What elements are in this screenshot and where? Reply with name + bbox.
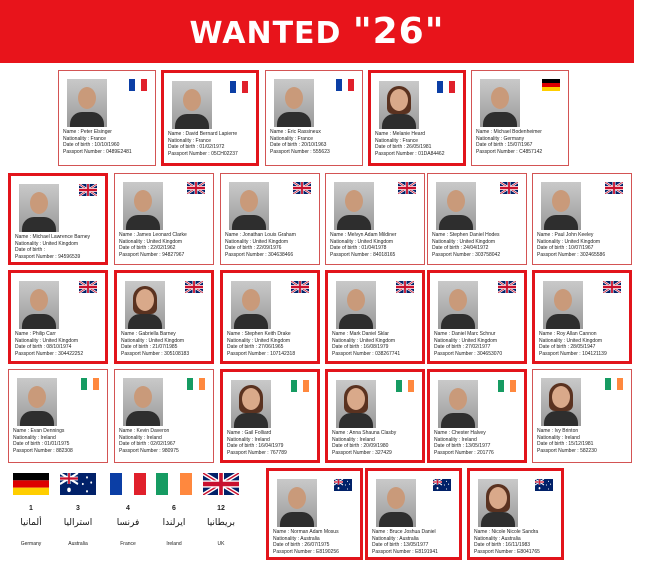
person-photo — [438, 281, 478, 329]
person-dob: Date of birth : 01/02/1972 — [168, 144, 225, 151]
person-name: Name : Bruce Joshua Daniel — [372, 529, 436, 535]
person-name: Name : Ivy Brinton — [537, 428, 579, 434]
person-photo — [231, 281, 271, 329]
person-photo — [123, 378, 163, 426]
person-photo — [123, 182, 163, 230]
person-dob: Date of birth : 01/01/1975 — [13, 441, 70, 448]
person-details — [539, 331, 626, 358]
person-details — [372, 529, 456, 556]
person-photo — [480, 79, 520, 127]
person-nationality: Nationality : France — [168, 137, 212, 144]
person-card[interactable] — [114, 369, 214, 463]
person-passport: Passport Number : 980975 — [119, 448, 179, 455]
person-passport: Passport Number : 0489E2481 — [63, 149, 132, 156]
person-name: Name : Jonathan Louis Graham — [225, 232, 296, 238]
person-card[interactable] — [325, 173, 425, 265]
person-card[interactable] — [8, 270, 108, 364]
person-name: Name : Kevin Daveron — [119, 428, 170, 434]
person-dob: Date of birth : 15/07/1967 — [476, 142, 533, 149]
person-photo — [543, 281, 583, 329]
person-details — [476, 129, 565, 156]
legend-english-name: Ireland — [166, 541, 182, 547]
person-photo — [436, 182, 476, 230]
person-passport: Passport Number : 302465586 — [537, 252, 606, 259]
person-card[interactable] — [532, 270, 632, 364]
person-nationality: Nationality : Ireland — [13, 434, 56, 441]
person-photo — [478, 479, 518, 527]
person-details — [537, 232, 628, 259]
au-flag-icon — [433, 479, 451, 491]
uk-flag-icon — [79, 281, 97, 293]
person-details — [119, 428, 210, 455]
person-passport: Passport Number : 304653070 — [434, 351, 503, 358]
legend-count: 1 — [29, 505, 33, 512]
person-dob: Date of birth : 26/07/1975 — [273, 542, 330, 549]
person-name: Name : Gabriella Barney — [121, 331, 176, 337]
person-nationality: Nationality : France — [63, 135, 107, 142]
person-nationality: Nationality : Ireland — [434, 436, 477, 443]
legend-english-name: UK — [217, 541, 225, 547]
person-nationality: Nationality : United Kingdom — [330, 238, 394, 245]
legend-count: 12 — [217, 505, 225, 512]
person-passport: Passport Number : 303758042 — [432, 252, 501, 259]
person-nationality: Nationality : United Kingdom — [537, 238, 601, 245]
person-nationality: Nationality : Ireland — [332, 436, 375, 443]
person-dob: Date of birth : 01/04/1978 — [330, 245, 387, 252]
de-flag-icon — [13, 473, 49, 495]
uk-flag-icon — [603, 281, 621, 293]
person-details — [119, 232, 210, 259]
ie-flag-icon — [605, 378, 623, 390]
person-card[interactable] — [427, 270, 527, 364]
person-details — [227, 430, 314, 457]
legend-count: 6 — [172, 505, 176, 512]
person-card[interactable] — [220, 369, 320, 463]
legend-count: 4 — [126, 505, 130, 512]
person-nationality: Nationality : Ireland — [119, 434, 162, 441]
person-details — [63, 129, 152, 156]
legend-english-name: France — [120, 541, 136, 547]
person-details — [434, 430, 521, 457]
title-number: "26" — [352, 11, 445, 52]
person-nationality: Nationality : United Kingdom — [432, 238, 496, 245]
person-photo — [336, 380, 376, 428]
au-flag-icon — [334, 479, 352, 491]
person-passport: Passport Number : 305108183 — [121, 351, 190, 358]
title-prefix: WANTED — [189, 16, 353, 51]
person-dob: Date of birth : 13/05/1977 — [372, 542, 429, 549]
person-name: Name : James Leonard Clarke — [119, 232, 187, 238]
person-dob: Date of birth : — [15, 247, 46, 254]
person-card[interactable] — [8, 173, 108, 265]
person-card[interactable] — [265, 70, 363, 166]
person-card[interactable] — [114, 270, 214, 364]
person-name: Name : Chester Halvey — [434, 430, 486, 436]
person-dob: Date of birth : 21/07/1985 — [121, 344, 178, 351]
person-name: Name : Paul John Keeley — [537, 232, 594, 238]
person-name: Name : Nicole Nicole Sandra — [474, 529, 539, 535]
person-nationality: Nationality : France — [375, 137, 419, 144]
uk-flag-icon — [605, 182, 623, 194]
person-photo — [125, 281, 165, 329]
person-card[interactable] — [220, 173, 320, 265]
legend-count: 3 — [76, 505, 80, 512]
person-nationality: Nationality : Ireland — [227, 436, 270, 443]
person-name: Name : Daniel Marc Schnur — [434, 331, 496, 337]
legend-arabic-name: فرنسا — [116, 518, 140, 528]
person-photo — [19, 184, 59, 232]
uk-flag-icon — [185, 281, 203, 293]
person-details — [332, 430, 419, 457]
person-photo — [229, 182, 269, 230]
person-nationality: Nationality : United Kingdom — [15, 337, 79, 344]
person-details — [432, 232, 523, 259]
person-dob: Date of birth : 16/08/1979 — [332, 344, 389, 351]
person-card[interactable] — [532, 369, 632, 463]
person-card[interactable] — [365, 468, 462, 560]
person-dob: Date of birth : 16/04/1979 — [227, 443, 284, 450]
person-passport: Passport Number : 201776 — [434, 450, 494, 457]
person-passport: Passport Number : 94827967 — [119, 252, 185, 259]
legend-english-name: Australia — [68, 541, 88, 547]
legend-arabic-name: ايرلندا — [162, 518, 186, 528]
person-nationality: Nationality : United Kingdom — [332, 337, 396, 344]
uk-flag-icon — [291, 281, 309, 293]
person-dob: Date of birth : 24/04/1972 — [432, 245, 489, 252]
person-card[interactable] — [325, 270, 425, 364]
person-passport: Passport Number : E8190256 — [273, 549, 339, 556]
person-photo — [277, 479, 317, 527]
person-card[interactable] — [368, 70, 466, 166]
person-name: Name : Evan Dennings — [13, 428, 65, 434]
person-dob: Date of birth : 27/02/1977 — [434, 344, 491, 351]
person-details — [375, 131, 460, 158]
person-name: Name : Norman Adam Mosus — [273, 529, 339, 535]
person-card[interactable] — [427, 173, 527, 265]
person-passport: Passport Number : E8041765 — [474, 549, 540, 556]
fr-flag-icon — [336, 79, 354, 91]
person-passport: Passport Number : 84018165 — [330, 252, 396, 259]
person-dob: Date of birth : 16/11/1983 — [474, 542, 531, 549]
person-passport: Passport Number : 304422252 — [15, 351, 84, 358]
person-name: Name : Roy Allan Cannon — [539, 331, 597, 337]
person-dob: Date of birth : 10/07/1967 — [537, 245, 594, 252]
person-passport: Passport Number : 107142318 — [227, 351, 296, 358]
person-card[interactable] — [325, 369, 425, 463]
person-details — [273, 529, 357, 556]
person-nationality: Nationality : United Kingdom — [119, 238, 183, 245]
uk-flag-icon — [498, 281, 516, 293]
legend-arabic-name: بريطانيا — [206, 518, 236, 528]
person-details — [15, 234, 102, 261]
person-nationality: Nationality : Ireland — [537, 434, 580, 441]
person-card[interactable] — [220, 270, 320, 364]
person-passport: Passport Number : 582230 — [537, 448, 597, 455]
ie-flag-icon — [396, 380, 414, 392]
person-name: Name : Michael Lawrence Barney — [15, 234, 91, 240]
person-details — [434, 331, 521, 358]
person-dob: Date of birth : 22/02/1962 — [119, 245, 176, 252]
person-photo — [231, 380, 271, 428]
person-details — [168, 131, 253, 158]
uk-flag-icon — [398, 182, 416, 194]
person-nationality: Nationality : United Kingdom — [15, 240, 79, 247]
person-photo — [67, 79, 107, 127]
person-name: Name : Gail Folliard — [227, 430, 272, 436]
person-nationality: Nationality : France — [270, 135, 314, 142]
person-card[interactable] — [161, 70, 259, 166]
person-card[interactable] — [266, 468, 363, 560]
person-nationality: Nationality : Germany — [476, 135, 525, 142]
uk-flag-icon — [79, 184, 97, 196]
person-dob: Date of birth : 28/05/1947 — [539, 344, 596, 351]
person-dob: Date of birth : 13/05/1977 — [434, 443, 491, 450]
person-details — [13, 428, 104, 455]
de-flag-icon — [542, 79, 560, 91]
person-passport: Passport Number : 94596539 — [15, 254, 81, 261]
person-passport: Passport Number : 038267741 — [332, 351, 401, 358]
person-name: Name : Stephen Daniel Hodes — [432, 232, 500, 238]
person-card[interactable] — [427, 369, 527, 463]
uk-flag-icon — [187, 182, 205, 194]
person-passport: Passport Number : C4857142 — [476, 149, 543, 156]
person-name: Name : Melanie Heard — [375, 131, 426, 137]
person-photo — [376, 479, 416, 527]
uk-flag-icon — [396, 281, 414, 293]
person-nationality: Nationality : United Kingdom — [121, 337, 185, 344]
person-photo — [541, 182, 581, 230]
fr-flag-icon — [110, 473, 146, 495]
person-dob: Date of birth : 15/12/1981 — [537, 441, 594, 448]
au-flag-icon — [60, 473, 96, 495]
person-photo — [19, 281, 59, 329]
person-dob: Date of birth : 26/05/1981 — [375, 144, 432, 151]
person-nationality: Nationality : United Kingdom — [539, 337, 603, 344]
ie-flag-icon — [187, 378, 205, 390]
person-dob: Date of birth : 10/10/1960 — [63, 142, 120, 149]
legend-arabic-name: ألمانيا — [20, 518, 42, 528]
person-details — [332, 331, 419, 358]
legend-arabic-name: استراليا — [63, 518, 93, 528]
person-name: Name : Anna Shauna Clasby — [332, 430, 397, 436]
person-nationality: Nationality : Australia — [273, 535, 320, 542]
person-dob: Date of birth : 20/09/1980 — [332, 443, 389, 450]
uk-flag-icon — [203, 473, 239, 495]
person-name: Name : Mark Daniel Sklar — [332, 331, 389, 337]
person-dob: Date of birth : 22/09/1976 — [225, 245, 282, 252]
person-card[interactable] — [58, 70, 156, 166]
person-card[interactable] — [8, 369, 108, 463]
ie-flag-icon — [291, 380, 309, 392]
person-nationality: Nationality : Australia — [474, 535, 521, 542]
person-details — [225, 232, 316, 259]
person-passport: Passport Number : 01DA84462 — [375, 151, 445, 158]
person-name: Name : Stephen Keith Drake — [227, 331, 291, 337]
person-photo — [274, 79, 314, 127]
uk-flag-icon — [293, 182, 311, 194]
person-photo — [334, 182, 374, 230]
person-photo — [172, 81, 212, 129]
person-photo — [336, 281, 376, 329]
person-name: Name : Philip Carr — [15, 331, 56, 337]
fr-flag-icon — [129, 79, 147, 91]
person-name: Name : David Bernard Lapierre — [168, 131, 238, 137]
person-details — [15, 331, 102, 358]
fr-flag-icon — [437, 81, 455, 93]
person-dob: Date of birth : 02/02/1967 — [119, 441, 176, 448]
person-details — [474, 529, 558, 556]
au-flag-icon — [535, 479, 553, 491]
person-photo — [379, 81, 419, 129]
person-card[interactable] — [114, 173, 214, 265]
person-nationality: Nationality : United Kingdom — [227, 337, 291, 344]
person-details — [121, 331, 208, 358]
person-nationality: Nationality : United Kingdom — [225, 238, 289, 245]
person-dob: Date of birth : 20/10/1963 — [270, 142, 327, 149]
person-passport: Passport Number : 05CH02237 — [168, 151, 238, 158]
person-passport: Passport Number : 882308 — [13, 448, 73, 455]
person-nationality: Nationality : Australia — [372, 535, 419, 542]
person-details — [330, 232, 421, 259]
person-passport: Passport Number : 327429 — [332, 450, 392, 457]
person-passport: Passport Number : 304638466 — [225, 252, 294, 259]
person-name: Name : Michael Bodenheimer — [476, 129, 542, 135]
person-card[interactable] — [471, 70, 569, 166]
person-passport: Passport Number : 104121139 — [539, 351, 607, 358]
ie-flag-icon — [498, 380, 516, 392]
person-passport: Passport Number : E8191941 — [372, 549, 438, 556]
person-photo — [541, 378, 581, 426]
uk-flag-icon — [500, 182, 518, 194]
person-details — [270, 129, 359, 156]
ie-flag-icon — [81, 378, 99, 390]
person-name: Name : Melvyn Adam Mildiner — [330, 232, 397, 238]
legend-english-name: Germany — [20, 541, 42, 547]
title-banner — [0, 0, 634, 63]
person-nationality: Nationality : United Kingdom — [434, 337, 498, 344]
person-passport: Passport Number : 555623 — [270, 149, 330, 156]
person-name: Name : Eric Rassineux — [270, 129, 321, 135]
person-photo — [438, 380, 478, 428]
person-passport: Passport Number : 767789 — [227, 450, 287, 457]
person-photo — [17, 378, 57, 426]
ie-flag-icon — [156, 473, 192, 495]
person-name: Name : Peter Elsinger — [63, 129, 112, 135]
person-details — [227, 331, 314, 358]
person-card[interactable] — [532, 173, 632, 265]
person-details — [537, 428, 628, 455]
person-dob: Date of birth : 08/10/1974 — [15, 344, 72, 351]
person-card[interactable] — [467, 468, 564, 560]
person-dob: Date of birth : 27/06/1965 — [227, 344, 284, 351]
fr-flag-icon — [230, 81, 248, 93]
page-title — [189, 11, 445, 52]
